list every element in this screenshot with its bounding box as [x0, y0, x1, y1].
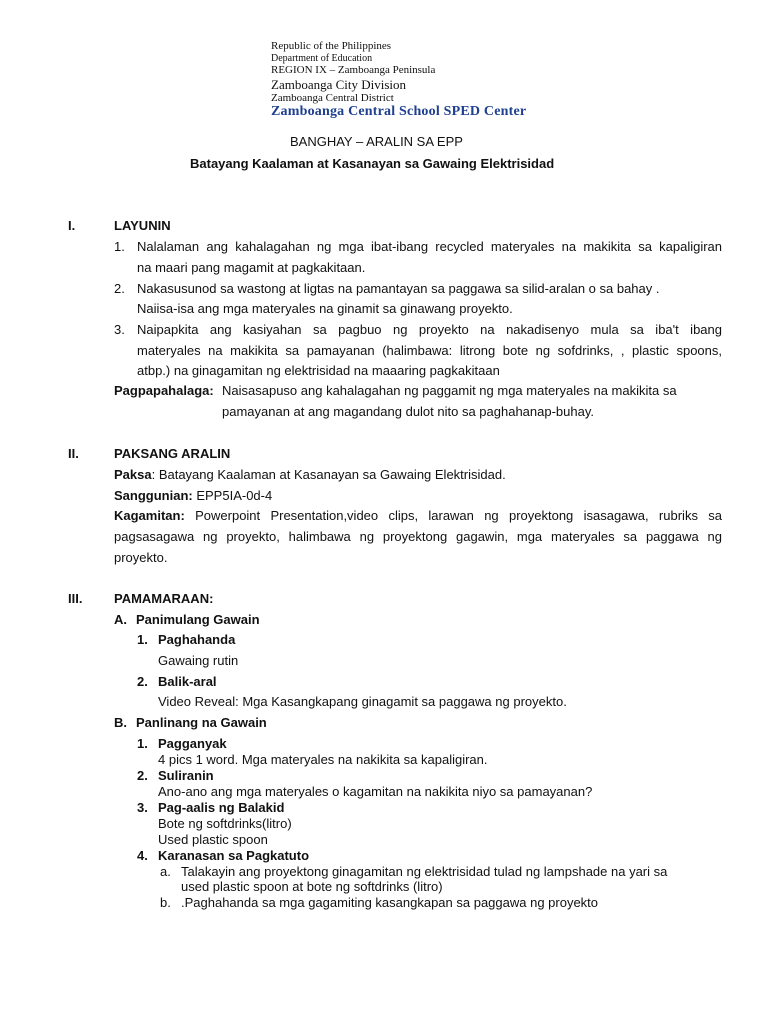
part-b-heading: Panlinang na Gawain: [136, 715, 267, 730]
header-department: Department of Education: [271, 53, 373, 64]
doc-subtitle: Batayang Kaalaman at Kasanayan sa Gawaing Elektrisidad: [190, 156, 555, 171]
part-a-1-num: 1.: [137, 632, 148, 647]
pagpapahalaga-line2: pamayanan at ang magandang dulot nito sa paghahanap-buhay.: [222, 404, 594, 419]
header-school: Zamboanga Central School SPED Center: [271, 104, 527, 119]
part-b-1-num: 1.: [137, 736, 148, 751]
section-3-numeral: III.: [68, 591, 83, 606]
section-2-numeral: II.: [68, 446, 79, 461]
part-b-letter: B.: [114, 715, 127, 730]
kagamitan-text-1: Powerpoint Presentation,video clips, larawan ng proyektong isasagawa, rubriks sa: [195, 508, 722, 523]
header-district: Zamboanga Central District: [271, 92, 394, 104]
paksa-label: Paksa: [114, 467, 152, 482]
layunin-3-line1: Naipapkita ang kasiyahan sa pagbuo ng proyekto na nakadisenyo mula sa iba't ibang: [137, 322, 722, 337]
layunin-1-line1: Nalalaman ang kahalagahan ng mga ibat-ibang recycled materyales na makikita sa kapaligiran: [137, 239, 722, 254]
layunin-2-line1: Nakasusunod sa wastong at ligtas na pamantayan sa paggawa sa silid-aralan o sa bahay .: [137, 281, 660, 296]
kagamitan-line2: pagsasagawa ng proyekto, halimbawa ng proyektong gagawin, mga materyales sa paggawa ng: [114, 529, 722, 544]
part-b-3-title: Pag-aalis ng Balakid: [158, 800, 285, 815]
pagpapahalaga-label: Pagpapahalaga:: [114, 383, 214, 398]
karanasan-b-letter: b.: [160, 895, 171, 910]
karanasan-a-line1: Talakayin ang proyektong ginagamitan ng elektrisidad tulad ng lampshade na yari sa: [181, 864, 668, 879]
part-b-2-num: 2.: [137, 768, 148, 783]
part-a-letter: A.: [114, 612, 127, 627]
kagamitan-line1: [114, 508, 722, 523]
part-b-2-body: Ano-ano ang mga materyales o kagamitan na nakikita niyo sa pamayanan?: [158, 784, 593, 799]
sanggunian-line: [114, 488, 272, 503]
sanggunian-label: Sanggunian:: [114, 488, 193, 503]
pagpapahalaga-line1: Naisasapuso ang kahalagahan ng paggamit ng mga materyales na makikita sa: [222, 383, 677, 398]
part-a-1-title: Paghahanda: [158, 632, 236, 647]
layunin-3-line3: atbp.) na ginagamitan ng elektrisidad na maaaring pagkakitaan: [137, 363, 500, 378]
part-b-2-title: Suliranin: [158, 768, 214, 783]
part-b-3-body-1: Bote ng softdrinks(litro): [158, 816, 292, 831]
part-a-2-num: 2.: [137, 674, 148, 689]
part-b-4-num: 4.: [137, 848, 148, 863]
header-region: REGION IX – Zamboanga Peninsula: [271, 64, 436, 76]
part-b-3-body-2: Used plastic spoon: [158, 832, 268, 847]
karanasan-a-letter: a.: [160, 864, 171, 879]
karanasan-b-line1: .Paghahanda sa mga gagamiting kasangkapan sa paggawa ng proyekto: [181, 895, 599, 910]
layunin-1-line2: na maari pang magamit at pagkakitaan.: [137, 260, 366, 275]
part-a-2-title: Balik-aral: [158, 674, 217, 689]
paksa-value: : Batayang Kaalaman at Kasanayan sa Gawaing Elektrisidad.: [151, 467, 506, 482]
doc-title: BANGHAY – ARALIN SA EPP: [290, 134, 463, 149]
layunin-1-num: 1.: [114, 239, 125, 254]
part-b-1-title: Pagganyak: [158, 736, 227, 751]
section-3-heading: PAMAMARAAN:: [114, 591, 214, 606]
section-2-heading: PAKSANG ARALIN: [114, 446, 231, 461]
layunin-3-line2: materyales na makikita sa pamayanan (halimbawa: litrong bote ng sofdrinks, , plastic spoons,: [137, 343, 722, 358]
layunin-2-line2: Naiisa-isa ang mga materyales na ginamit sa ginawang proyekto.: [137, 301, 513, 316]
layunin-2-num: 2.: [114, 281, 125, 296]
part-b-3-num: 3.: [137, 800, 148, 815]
kagamitan-label: Kagamitan:: [114, 508, 185, 523]
part-b-1-body: 4 pics 1 word. Mga materyales na nakikita sa kapaligiran.: [158, 752, 488, 767]
section-1-heading: LAYUNIN: [114, 218, 171, 233]
part-a-heading: Panimulang Gawain: [136, 612, 260, 627]
part-a-2-body: Video Reveal: Mga Kasangkapang ginagamit sa paggawa ng proyekto.: [158, 694, 567, 709]
header-republic: Republic of the Philippines: [271, 40, 392, 52]
section-1-numeral: I.: [68, 218, 76, 233]
part-a-1-body: Gawaing rutin: [158, 653, 239, 668]
kagamitan-line3: proyekto.: [114, 550, 168, 565]
paksa-line: [114, 467, 506, 482]
header-division: Zamboanga City Division: [271, 77, 407, 92]
layunin-3-num: 3.: [114, 322, 125, 337]
sanggunian-value: EPP5IA-0d-4: [196, 488, 273, 503]
karanasan-a-line2: used plastic spoon at bote ng softdrinks (litro): [181, 879, 443, 894]
part-b-4-title: Karanasan sa Pagkatuto: [158, 848, 310, 863]
